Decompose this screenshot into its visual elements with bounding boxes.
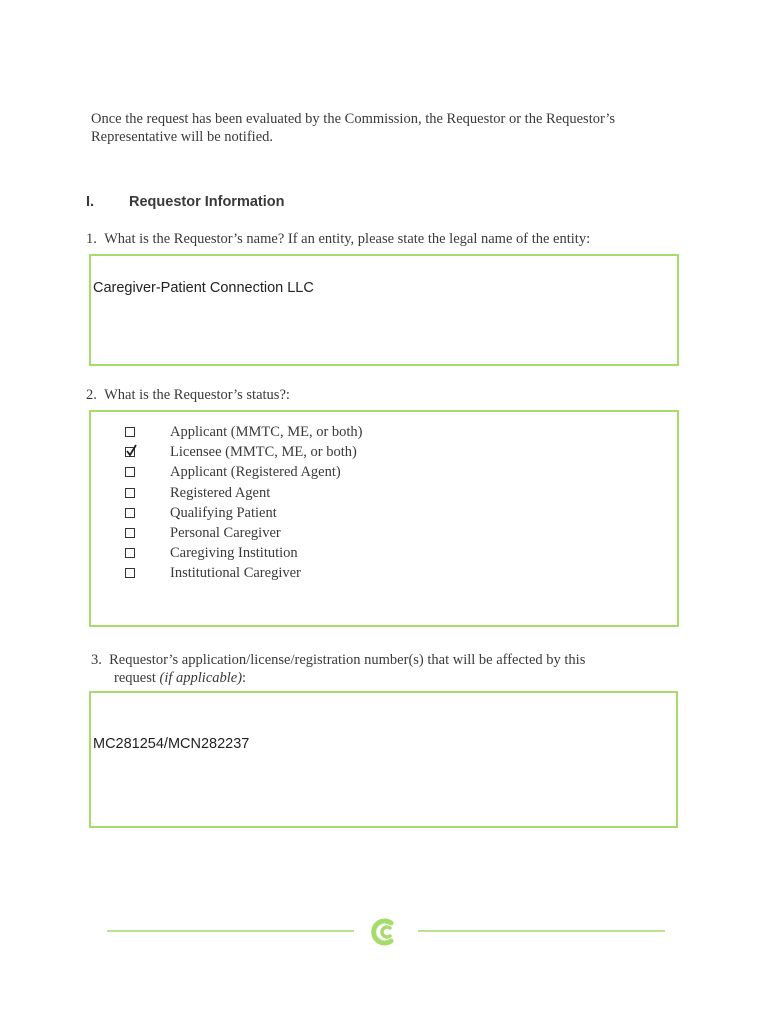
question-3-text [91, 651, 671, 687]
requestor-name-field[interactable] [89, 254, 679, 366]
status-option-label: Personal Caregiver [170, 524, 281, 541]
commission-c-logo-icon [369, 916, 401, 948]
intro-paragraph: Once the request has been evaluated by the Commission, the Requestor or the Requestor’s Representative will be notified. [91, 111, 616, 145]
license-number-field[interactable] [89, 691, 678, 828]
requestor-status-field [89, 410, 679, 627]
footer-rule-left [107, 930, 354, 932]
status-option-label: Licensee (MMTC, ME, or both) [170, 444, 357, 461]
status-checkbox[interactable] [125, 488, 135, 498]
status-option-label: Applicant (Registered Agent) [170, 464, 341, 481]
section-number: I. [86, 194, 95, 210]
question-3-line1: 3. Requestor’s application/license/registration number(s) that will be affected by this [91, 652, 586, 668]
question-3-line2 [91, 669, 671, 687]
status-checkbox[interactable] [125, 508, 135, 518]
question-3-line2-suffix: : [242, 670, 247, 686]
question-3-line2-italic: (if applicable) [159, 670, 243, 686]
status-option-label: Institutional Caregiver [170, 565, 301, 582]
license-number-value: MC281254/MCN282237 [93, 736, 250, 752]
status-checkbox[interactable] [125, 528, 135, 538]
requestor-name-value: Caregiver-Patient Connection LLC [93, 280, 314, 296]
status-checkbox[interactable] [125, 447, 135, 457]
footer-rule-right [418, 930, 665, 932]
section-title: Requestor Information [129, 194, 285, 210]
question-2-text: 2. What is the Requestor’s status?: [86, 387, 290, 403]
status-checkbox[interactable] [125, 467, 135, 477]
status-option-label: Caregiving Institution [170, 545, 298, 562]
status-checkbox[interactable] [125, 548, 135, 558]
status-checkbox[interactable] [125, 568, 135, 578]
status-option-label: Registered Agent [170, 484, 271, 501]
status-option-label: Applicant (MMTC, ME, or both) [170, 424, 363, 440]
status-option-label: Qualifying Patient [170, 504, 277, 521]
status-checkbox[interactable] [125, 427, 135, 437]
question-1-text: 1. What is the Requestor’s name? If an entity, please state the legal name of the entity: [86, 231, 591, 247]
question-3-line2-prefix: request [114, 670, 160, 686]
checkmark-icon [125, 444, 137, 458]
